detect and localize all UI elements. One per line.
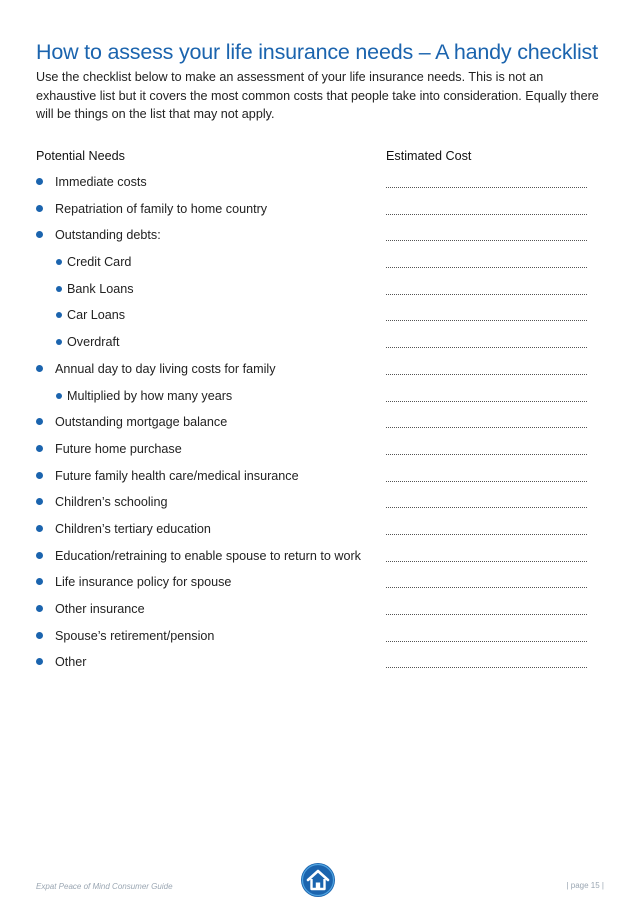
bullet-icon — [36, 205, 43, 212]
estimated-cost-line — [386, 587, 587, 588]
bullet-icon — [36, 525, 43, 532]
checklist-item-label: Outstanding mortgage balance — [55, 415, 228, 430]
checklist-item-label: Future home purchase — [55, 441, 182, 456]
checklist-row — [0, 625, 638, 652]
estimated-cost-line — [386, 294, 587, 295]
checklist-row — [0, 385, 638, 412]
bullet-icon — [36, 658, 43, 665]
bullet-icon — [56, 286, 62, 292]
checklist-item-label: Outstanding debts: — [55, 228, 161, 243]
bullet-icon — [36, 605, 43, 612]
checklist-row — [0, 198, 638, 225]
estimated-cost-line — [386, 454, 587, 455]
checklist-row — [0, 171, 638, 198]
bullet-icon — [36, 231, 43, 238]
checklist-row — [0, 358, 638, 385]
checklist-row — [0, 598, 638, 625]
bullet-icon — [36, 552, 43, 559]
estimated-cost-line — [386, 561, 587, 562]
checklist-row — [0, 304, 638, 331]
checklist-item-label: Children’s schooling — [55, 495, 168, 510]
checklist-row — [0, 331, 638, 358]
checklist-item-label: Other — [55, 655, 87, 670]
estimated-cost-line — [386, 667, 587, 668]
checklist-row — [0, 571, 638, 598]
checklist-row — [0, 438, 638, 465]
bullet-icon — [36, 178, 43, 185]
checklist-item-label: Life insurance policy for spouse — [55, 575, 232, 590]
checklist-item-label: Children’s tertiary education — [55, 521, 211, 536]
checklist-item-label: Credit Card — [67, 255, 132, 270]
checklist-row — [0, 411, 638, 438]
house-icon — [300, 862, 336, 898]
checklist-row — [0, 518, 638, 545]
estimated-cost-line — [386, 214, 587, 215]
intro-paragraph: Use the checklist below to make an assessment of your life insurance needs. This is not an exhaustive list but it covers the most common costs that people take into consideration. Equally there will be things on the list that may not apply. — [36, 70, 599, 121]
bullet-icon — [56, 339, 62, 345]
page-title: How to assess your life insurance needs – A handy checklist — [36, 40, 598, 64]
column-header-needs: Potential Needs — [36, 149, 125, 163]
checklist-item-label: Car Loans — [67, 308, 126, 323]
checklist-row — [0, 491, 638, 518]
bullet-icon — [36, 498, 43, 505]
bullet-icon — [36, 472, 43, 479]
bullet-icon — [56, 312, 62, 318]
checklist-row — [0, 465, 638, 492]
checklist-item-label: Other insurance — [55, 602, 145, 616]
checklist-item-label: Immediate costs — [55, 175, 147, 189]
estimated-cost-line — [386, 534, 587, 535]
column-header-cost: Estimated Cost — [386, 149, 472, 163]
checklist-row — [0, 251, 638, 278]
checklist-row — [0, 224, 638, 251]
checklist-row — [0, 545, 638, 572]
estimated-cost-line — [386, 401, 587, 402]
estimated-cost-line — [386, 320, 587, 321]
checklist-row — [0, 651, 638, 678]
checklist-item-label: Annual day to day living costs for family — [55, 361, 276, 376]
checklist-item-label: Bank Loans — [67, 281, 134, 296]
checklist-item-label: Education/retraining to enable spouse to return to work — [55, 548, 361, 563]
checklist-item-label: Multiplied by how many years — [67, 388, 233, 403]
checklist-item-label: Overdraft — [67, 335, 120, 350]
estimated-cost-line — [386, 267, 587, 268]
checklist — [0, 171, 638, 678]
bullet-icon — [36, 365, 43, 372]
bullet-icon — [56, 259, 62, 265]
estimated-cost-line — [386, 641, 587, 642]
bullet-icon — [36, 632, 43, 639]
checklist-item-label: Spouse’s retirement/pension — [55, 628, 215, 643]
bullet-icon — [36, 578, 43, 585]
estimated-cost-line — [386, 507, 587, 508]
estimated-cost-line — [386, 240, 587, 241]
estimated-cost-line — [386, 374, 587, 375]
checklist-row — [0, 278, 638, 305]
checklist-item-label: Future family health care/medical insurance — [55, 468, 299, 483]
page-number: | page 15 | — [566, 881, 604, 890]
estimated-cost-line — [386, 614, 587, 615]
estimated-cost-line — [386, 481, 587, 482]
checklist-item-label: Repatriation of family to home country — [55, 201, 268, 216]
estimated-cost-line — [386, 187, 587, 188]
estimated-cost-line — [386, 427, 587, 428]
bullet-icon — [36, 418, 43, 425]
estimated-cost-line — [386, 347, 587, 348]
bullet-icon — [36, 445, 43, 452]
bullet-icon — [56, 393, 62, 399]
footer-guide-title: Expat Peace of Mind Consumer Guide — [36, 882, 173, 891]
